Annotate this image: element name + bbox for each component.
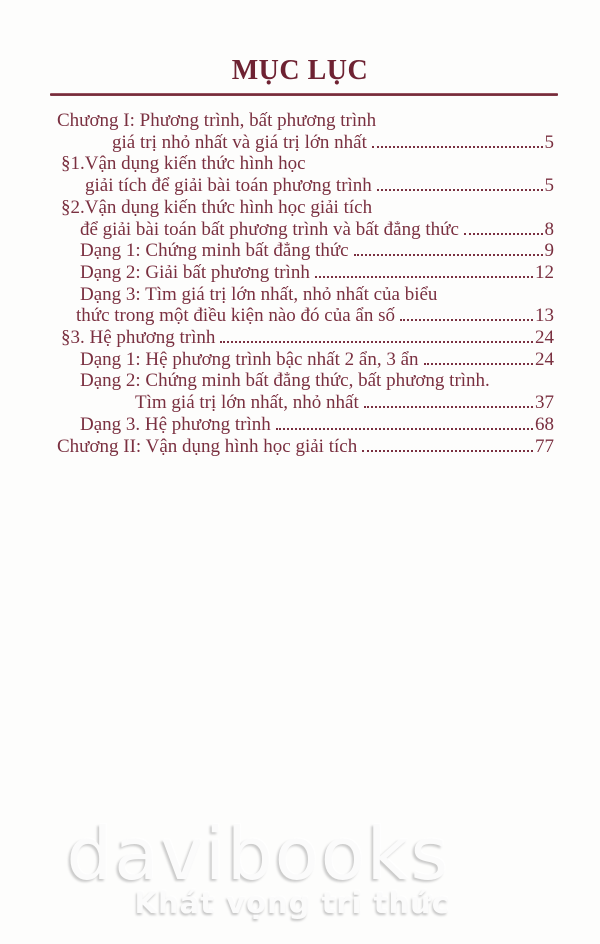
page-number: 68	[535, 413, 554, 435]
toc-entry-text: Tìm giá trị lớn nhất, nhỏ nhất	[135, 392, 359, 414]
toc-entry-text: §3. Hệ phương trình	[61, 327, 216, 349]
page-number: 24	[535, 327, 554, 349]
toc-entry-text: Dạng 1: Hệ phương trình bậc nhất 2 ẩn, 3 ẩn	[80, 348, 419, 370]
page-number: 12	[535, 261, 554, 283]
toc-row	[57, 349, 554, 371]
page-number: 8	[544, 218, 554, 240]
dot-leader	[364, 406, 533, 408]
watermark-slogan: Khát vọng tri thức	[134, 886, 450, 920]
toc-row	[57, 240, 554, 262]
toc-row	[57, 305, 554, 327]
table-of-contents	[57, 110, 554, 457]
dot-leader	[354, 254, 543, 256]
toc-entry-text: thức trong một điều kiện nào đó của ẩn số	[76, 305, 395, 327]
dot-leader	[372, 146, 543, 148]
toc-entry-text: Dạng 1: Chứng minh bất đẳng thức	[80, 240, 349, 262]
page-number: 13	[535, 305, 554, 327]
toc-row	[57, 414, 554, 436]
dot-leader	[377, 189, 543, 191]
toc-row	[57, 370, 554, 392]
toc-row	[57, 436, 554, 458]
dot-leader	[424, 363, 533, 365]
dot-leader	[362, 450, 533, 452]
toc-entry-text: Dạng 3. Hệ phương trình	[80, 413, 271, 435]
page-number: 37	[535, 392, 554, 414]
page-number: 77	[535, 435, 554, 457]
toc-row	[57, 132, 554, 154]
toc-entry-text: §1.Vận dụng kiến thức hình học	[61, 153, 306, 175]
toc-row	[57, 219, 554, 241]
toc-entry-text: giải tích để giải bài toán phương trình	[85, 175, 372, 197]
toc-row	[57, 197, 554, 219]
toc-entry-text: Dạng 2: Chứng minh bất đẳng thức, bất phương trình.	[80, 370, 490, 392]
toc-row	[57, 175, 554, 197]
page-number: 5	[544, 131, 554, 153]
toc-row	[57, 153, 554, 175]
toc-row	[57, 110, 554, 132]
dot-leader	[464, 233, 543, 235]
page-title: MỤC LỤC	[231, 55, 369, 86]
toc-entry-text: để giải bài toán bất phương trình và bất đẳng thức	[80, 218, 459, 240]
watermark	[66, 812, 450, 920]
toc-entry-text: giá trị nhỏ nhất và giá trị lớn nhất	[112, 131, 367, 153]
page-number: 5	[544, 175, 554, 197]
toc-entry-text: Chương I: Phương trình, bất phương trình	[57, 110, 377, 131]
watermark-logo: davibooks	[66, 812, 450, 896]
dot-leader	[276, 428, 533, 430]
dot-leader	[315, 276, 533, 278]
toc-entry-text: Dạng 2: Giải bất phương trình	[80, 261, 310, 283]
dot-leader	[220, 341, 533, 343]
title-rule	[50, 93, 558, 96]
toc-row	[57, 262, 554, 284]
toc-row	[57, 392, 554, 414]
toc-entry-text: Dạng 3: Tìm giá trị lớn nhất, nhỏ nhất của biểu	[80, 283, 438, 305]
dot-leader	[400, 319, 533, 321]
page-number: 9	[544, 240, 554, 262]
toc-row	[57, 327, 554, 349]
toc-entry-text: §2.Vận dụng kiến thức hình học giải tích	[61, 196, 373, 218]
toc-entry-text: Chương II: Vận dụng hình học giải tích	[57, 435, 358, 457]
page-number: 24	[535, 348, 554, 370]
toc-row	[57, 284, 554, 306]
